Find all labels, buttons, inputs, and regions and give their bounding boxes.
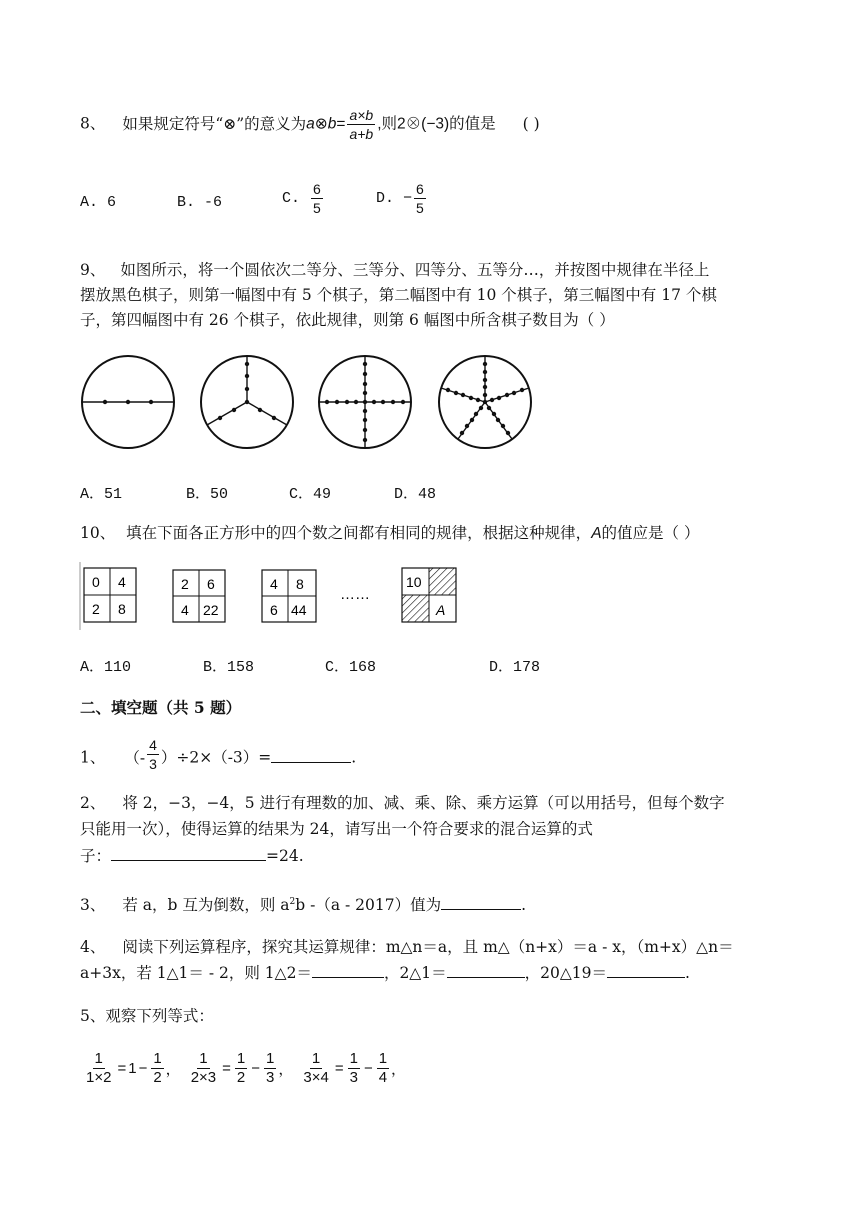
square-3-tl: 4 (270, 576, 278, 592)
equation-row (82, 1050, 406, 1087)
minus-sign: − (363, 1060, 373, 1077)
eq3-lhs (301, 1050, 330, 1087)
question-9-line3: 子，第四幅图中有 26 个棋子，依此规律，则第 6 幅图中所含棋子数目为（ ） (80, 311, 615, 329)
minus-sign: − (403, 190, 413, 207)
question-number: 8、 (80, 114, 106, 133)
question-text-mid: b -（a - 2017）值为 (295, 896, 442, 915)
minus-sign: − (138, 1060, 148, 1077)
square-3-bl: 6 (270, 602, 278, 618)
fill-question-2-line2: 只能用一次），使得运算的结果为 24，请写出一个符合要求的混合运算的式 (80, 820, 593, 838)
separator: ， (278, 1061, 294, 1078)
question-text: 如果规定符号“⊗”的意义为 (122, 114, 307, 133)
fraction-denominator: 5 (313, 200, 321, 216)
fraction-denominator: 2 (153, 1069, 162, 1086)
square-2-br: 22 (203, 602, 219, 618)
fraction-denominator: a+b (349, 126, 374, 142)
answer-blank[interactable] (441, 894, 521, 910)
figure-1-halves (82, 356, 174, 448)
square-1 (84, 568, 136, 622)
circle-division-figures (80, 348, 540, 458)
question-number: 3、 (80, 896, 106, 915)
answer-blank-3[interactable] (607, 962, 685, 978)
answer-blank[interactable] (271, 747, 351, 763)
fraction-denominator: 2 (236, 1069, 246, 1086)
question-text: 观察下列等式： (105, 1007, 214, 1025)
square-1-br: 8 (118, 601, 126, 617)
answer-paren: ( ) (522, 114, 540, 133)
q10-option-a: A．110 (80, 659, 132, 676)
expr-open: （- (124, 748, 146, 767)
question-text: 填在下面各正方形中的四个数之间都有相同的规律，根据这种规律， (126, 524, 592, 542)
question-number: 10、 (80, 524, 116, 542)
exponent: 2 (289, 897, 296, 907)
fraction-numerator: a×b (349, 107, 374, 123)
math-var-a: a (306, 115, 315, 133)
option-fraction (311, 180, 323, 217)
square-2-tl: 2 (181, 576, 189, 592)
fraction-denominator: 3×4 (303, 1069, 329, 1086)
fraction-numerator: 1 (349, 1050, 358, 1067)
question-text: 如图所示，将一个圆依次二等分、三等分、四等分、五等分…，并按图中规律在半径上 (120, 261, 710, 279)
math-var-A: A (591, 525, 602, 542)
question-text: 子： (80, 847, 112, 865)
square-1-tl: 0 (92, 574, 100, 590)
figure-2-thirds (201, 356, 293, 448)
fill-question-4-line1 (80, 937, 734, 957)
square-1-bl: 2 (92, 601, 100, 617)
separator: ， (165, 1061, 181, 1078)
eq3-rhs (377, 1050, 389, 1087)
fraction-denominator: 3 (349, 1069, 358, 1086)
eq1-lhs (84, 1050, 113, 1087)
square-3-br: 44 (291, 602, 307, 618)
fill-question-3 (80, 892, 526, 915)
figure-3-quarters (319, 356, 411, 448)
section-title: 二、填空题（共 5 题） (80, 698, 242, 717)
answer-blank[interactable] (111, 845, 266, 861)
question-9-line1 (80, 260, 709, 280)
question-text: 将 2，−3，−4，5 进行有理数的加、减、乘、除、乘方运算（可以用括号，但每个数字 (122, 794, 725, 812)
fraction-denominator: 2×3 (190, 1069, 217, 1086)
question-number: 5、 (80, 1007, 106, 1025)
question-text: ，2△1＝ (383, 964, 447, 982)
expr-fraction (147, 736, 159, 773)
fill-question-5 (80, 1006, 214, 1026)
q10-option-b: B．158 (203, 659, 255, 676)
question-text: ，20△19＝ (524, 964, 607, 982)
eq3-first (348, 1050, 360, 1087)
q8-option-a: A. 6 (80, 194, 117, 211)
q9-option-c: C．49 (289, 486, 332, 503)
q10-option-d: D．178 (489, 659, 541, 676)
math-var-b: b (327, 115, 337, 133)
fraction-numerator: 1 (199, 1050, 208, 1067)
answer-blank-1[interactable] (312, 962, 384, 978)
eq1-rhs (151, 1050, 163, 1087)
q9-option-b: B．50 (186, 486, 229, 503)
math-operator: ⊗ (314, 115, 328, 133)
period: . (521, 896, 527, 915)
eq1-one: 1 (128, 1060, 137, 1077)
question-text: 若 a，b 互为倒数，则 a (122, 896, 290, 915)
fraction-numerator: 1 (266, 1050, 275, 1067)
question-number: 2、 (80, 794, 106, 812)
q9-option-d: D．48 (394, 486, 437, 503)
continuation-dots: …… (340, 586, 370, 603)
question-9-line2: 摆放黑色棋子，则第一幅图中有 5 个棋子，第二幅图中有 10 个棋子，第三幅图中有 17 个棋 (80, 286, 717, 304)
option-label: C. (282, 190, 301, 207)
question-text: a+3x，若 1△1＝ - 2，则 1△2＝ (80, 964, 312, 982)
fraction-numerator: 1 (153, 1050, 162, 1067)
fraction-numerator: 1 (94, 1050, 103, 1067)
expr-rest: ）÷2×（-3）= (160, 748, 272, 767)
question-text: 阅读下列运算程序，探究其运算规律：m△n＝a，且 m△（n+x）＝a - x，（m+x）△n＝ (122, 938, 734, 956)
equals: = (117, 1060, 127, 1077)
minus-sign: − (251, 1060, 261, 1077)
q8-option-c (282, 180, 325, 217)
question-8-stem (80, 106, 540, 143)
square-3 (262, 570, 316, 622)
fraction-numerator: 1 (378, 1050, 388, 1067)
eq2-first (235, 1050, 247, 1087)
equals: = (222, 1060, 231, 1077)
fraction-denominator: 3 (266, 1069, 275, 1086)
question-number: 4、 (80, 938, 106, 956)
equals: = (334, 1060, 344, 1077)
fill-question-1 (80, 737, 357, 773)
question-number: 1、 (80, 748, 106, 767)
square-2 (173, 570, 225, 622)
math-argument: (−3) (421, 115, 450, 133)
fill-question-4-line2 (80, 962, 690, 983)
answer-blank-2[interactable] (447, 962, 525, 978)
q10-option-c: C．168 (325, 659, 377, 676)
q9-option-a: A．51 (80, 486, 123, 503)
fraction-denominator: 1×2 (86, 1069, 112, 1086)
period: . (684, 964, 690, 982)
square-4-tl: 10 (406, 574, 422, 590)
fraction-numerator: 4 (149, 737, 157, 753)
option-fraction (414, 180, 426, 217)
figure-4-fifths (439, 356, 531, 448)
square-4-unknown (402, 568, 456, 622)
eq2-rhs (264, 1050, 276, 1087)
fill-question-2-line3 (80, 845, 304, 866)
question-text-mid: ,则2⊗ (377, 115, 422, 133)
fraction-denominator: 4 (378, 1069, 388, 1086)
eq2-lhs (189, 1050, 218, 1087)
fraction-numerator: 1 (236, 1050, 246, 1067)
hatched-cell-bl (402, 595, 429, 622)
square-2-tr: 6 (207, 576, 215, 592)
number-squares-figure (78, 562, 468, 632)
question-number: 9、 (80, 261, 106, 279)
separator: ， (391, 1061, 407, 1078)
fraction-denominator: 5 (416, 200, 424, 216)
fraction-numerator: 1 (311, 1050, 321, 1067)
q8-option-b: B. -6 (177, 194, 223, 211)
q8-option-d (376, 180, 428, 217)
hatched-cell-tr (429, 568, 456, 595)
fill-question-2-line1 (80, 793, 725, 813)
square-1-tr: 4 (118, 574, 126, 590)
square-3-tr: 8 (296, 576, 304, 592)
square-2-bl: 4 (181, 602, 189, 618)
question-text-tail: 的值应是（ ） (601, 524, 700, 542)
fraction-numerator: 6 (416, 181, 424, 197)
math-equals: = (336, 115, 346, 133)
square-4-br: A (436, 602, 446, 618)
question-text-tail: =24. (266, 847, 304, 865)
fraction-denominator: 3 (149, 756, 157, 772)
question-10-stem (80, 523, 699, 544)
definition-fraction (347, 106, 375, 143)
period: . (351, 748, 357, 767)
question-text-tail: 的值是 (449, 114, 496, 133)
option-label: D. (376, 190, 395, 207)
fraction-numerator: 6 (313, 181, 321, 197)
